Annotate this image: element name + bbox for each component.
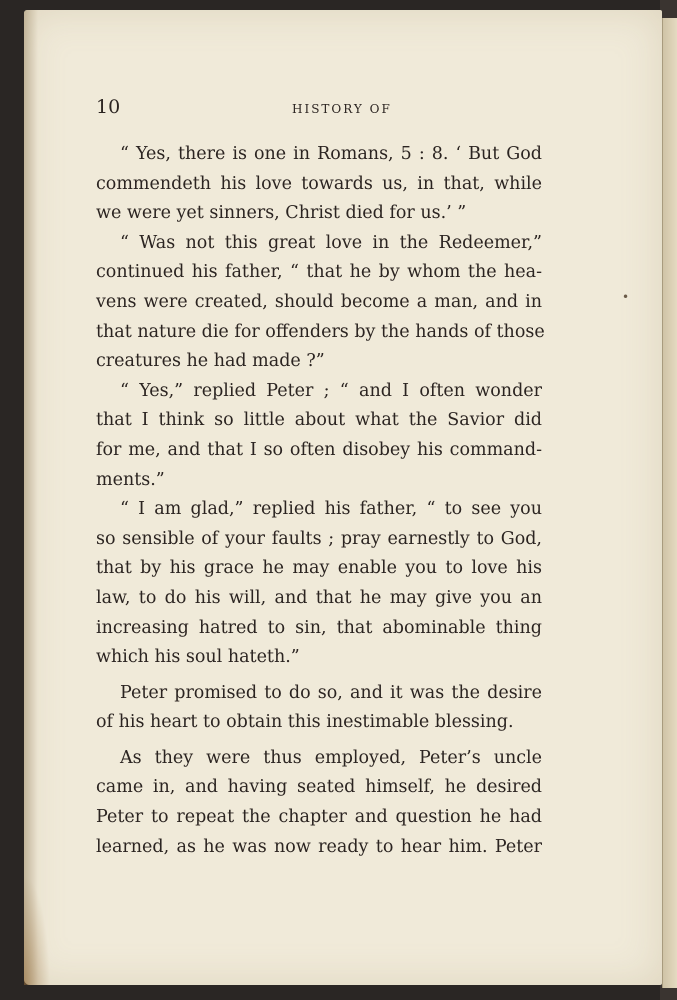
page-header bbox=[96, 93, 596, 121]
text-line: As they were thus employed, Peter’s uncle bbox=[120, 747, 542, 768]
text-line: increasing hatred to sin, that abominable thing bbox=[96, 617, 542, 638]
text-line: came in, and having seated himself, he desired bbox=[96, 777, 542, 798]
text-line: vens were created, should become a man, and in bbox=[96, 291, 542, 312]
text-line: we were yet sinners, Christ died for us.’ ” bbox=[96, 203, 467, 224]
text-line: ments.” bbox=[96, 469, 165, 490]
text-line: that by his grace he may enable you to love his bbox=[96, 558, 542, 579]
text-line: which his soul hateth.” bbox=[96, 647, 300, 668]
text-line: “ Yes, there is one in Romans, 5 : 8. ‘ But God bbox=[120, 144, 542, 164]
text-line: that I think so little about what the Savior did bbox=[96, 410, 542, 431]
text-line: for me, and that I so often disobey his command- bbox=[96, 439, 542, 460]
body-text bbox=[96, 140, 545, 862]
running-head: HISTORY OF bbox=[292, 102, 392, 116]
text-line: of his heart to obtain this inestimable blessing. bbox=[96, 712, 514, 733]
text-line: that nature die for offenders by the hands of those bbox=[96, 321, 545, 342]
page-number: 10 bbox=[96, 96, 121, 118]
ink-speck: • bbox=[622, 290, 630, 304]
text-line: learned, as he was now ready to hear him. Peter bbox=[96, 836, 542, 857]
text-line: creatures he had made ?” bbox=[96, 351, 325, 372]
text-line: Peter promised to do so, and it was the desire bbox=[120, 682, 542, 703]
text-line: commendeth his love towards us, in that, while bbox=[96, 173, 542, 194]
page-spine-shadow bbox=[24, 10, 38, 985]
next-page-edge bbox=[662, 18, 677, 988]
text-line: “ I am glad,” replied his father, “ to see you bbox=[120, 499, 542, 520]
text-line: continued his father, “ that he by whom the hea- bbox=[96, 262, 542, 283]
text-line: so sensible of your faults ; pray earnestly to God, bbox=[96, 528, 542, 549]
text-line: Peter to repeat the chapter and question he had bbox=[96, 807, 542, 828]
text-line: law, to do his will, and that he may give you an bbox=[96, 587, 542, 608]
text-line: “ Was not this great love in the Redeemer,” bbox=[120, 232, 542, 253]
text-line: “ Yes,” replied Peter ; “ and I often wonder bbox=[120, 380, 542, 401]
corner-stain bbox=[24, 875, 50, 985]
